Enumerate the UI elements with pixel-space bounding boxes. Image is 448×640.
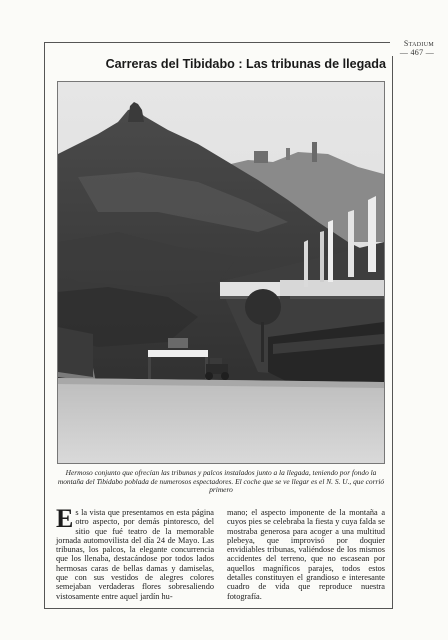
frame-left-rule bbox=[44, 42, 45, 608]
body-column-left bbox=[56, 504, 214, 601]
frame-top-rule bbox=[44, 42, 390, 43]
race-photograph bbox=[57, 81, 385, 464]
masthead bbox=[400, 39, 434, 57]
photo-caption: Hermoso conjunto que ofrecían las tribunas y palcos instalados junto a la llegada, teniendo por fondo la montaña del Tibidabo poblada de numerosos espectadores. El coche que se ve llegar es el N. S. U., que corrió primero bbox=[57, 468, 385, 495]
drop-cap: E bbox=[56, 504, 74, 533]
frame-right-rule bbox=[392, 56, 393, 608]
article-heading: Carreras del Tibidabo : Las tribunas de llegada bbox=[105, 57, 386, 71]
body-text-right: mano; el aspecto imponente de la montaña a cuyos pies se celebraba la fiesta y cuya falda se mostraba generosa para acoger a una multitud plebeya, que improvisó por doquier envidiables tribunas, valiéndose de los mismos accidentes del terreno, que no escasean por aquellos magníficos parajes, todos estos detalles constituyen el grandioso e interesante cuadro de vida que reproduce nuestra fotografía. bbox=[227, 508, 385, 601]
masthead-title: Stadium bbox=[403, 39, 434, 48]
frame-bottom-rule bbox=[44, 608, 393, 609]
body-column-right bbox=[227, 508, 385, 601]
body-text-left: s la vista que presentamos en esta página otro aspecto, por demás pintoresco, del sitio que fué teatro de la memorable jornada automovilista del día 24 de Mayo. Las tribunas, los palcos, la elegante concurrencia que los llenaba, destacándose por todos lados hermosas caras de bellas damas y damiselas, que con sus vestidos de alegres colores semejaban verdaderas flores sobresaliendo vistosamente entre aquel jardín hu- bbox=[56, 508, 214, 601]
page-number: — 467 — bbox=[399, 48, 434, 57]
